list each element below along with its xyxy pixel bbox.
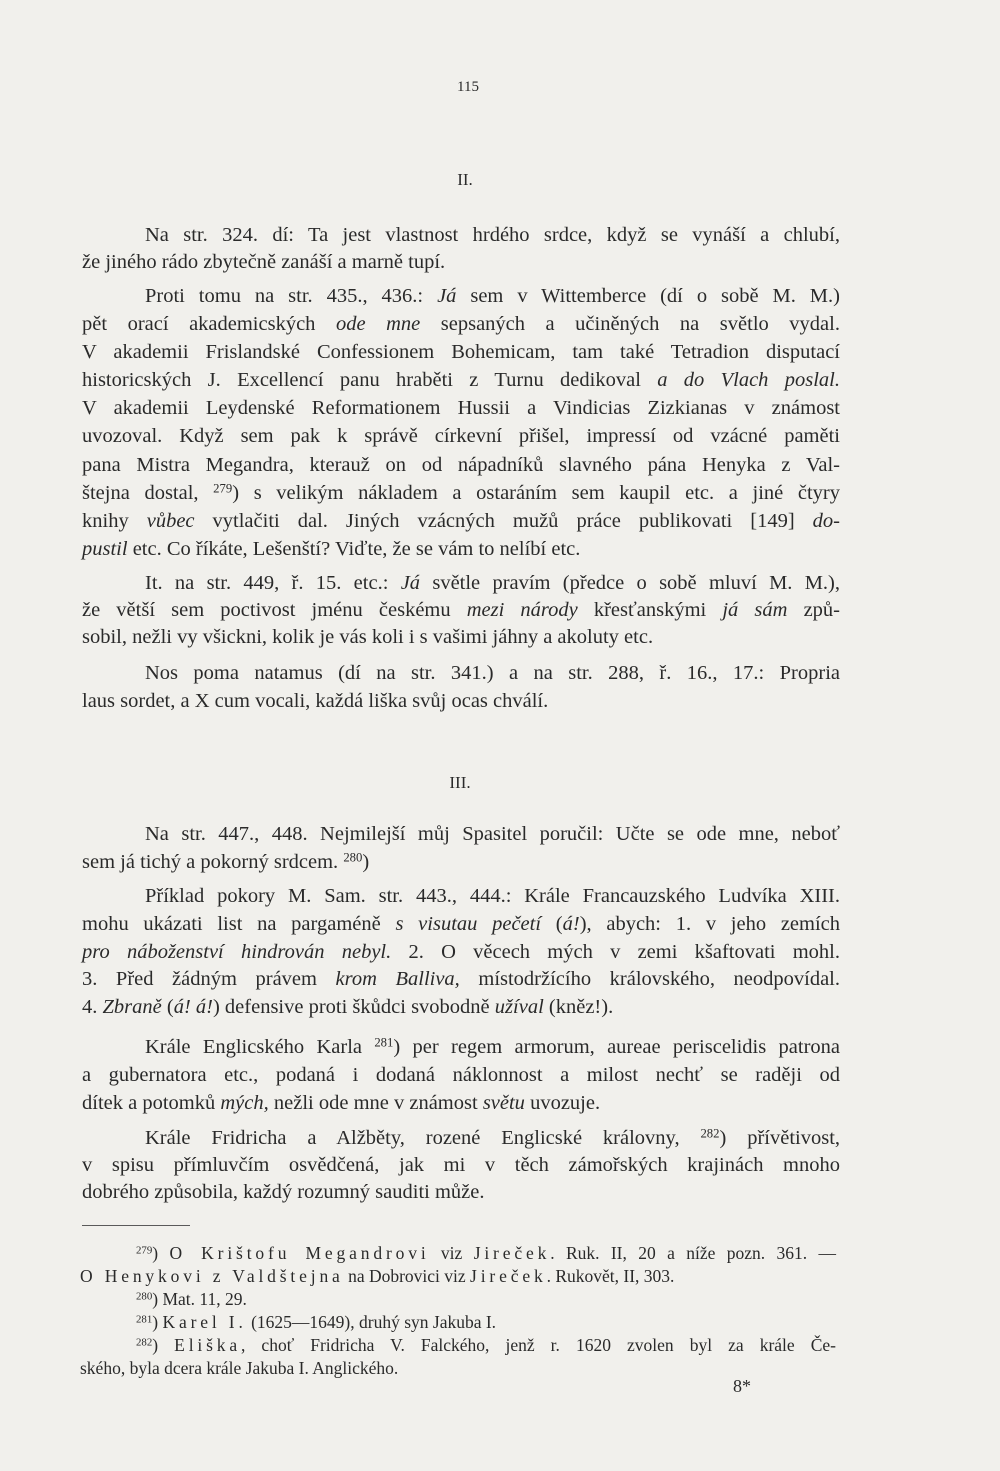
- italic-run: já sám: [722, 599, 788, 621]
- text-line: [82, 366, 840, 394]
- italic-run: vůbec: [146, 509, 195, 532]
- text-run: ) defensive proti škůdci svobodně: [212, 996, 495, 1019]
- text-line: [82, 1061, 840, 1089]
- italic-run: á!: [562, 912, 580, 935]
- text-run: dobrého způsobila, každý rozumný sauditi může.: [82, 1181, 485, 1203]
- italic-run: pro náboženství hindrován nebyl.: [82, 940, 392, 963]
- text-run: sem v Wittemberce (dí o sobě M. M.): [456, 285, 840, 307]
- text-run: Proti tomu na str. 435., 436.:: [145, 285, 438, 307]
- paragraph: [82, 883, 840, 1022]
- text-line: [82, 394, 840, 422]
- italic-run: mých,: [220, 1092, 269, 1114]
- spaced-name: O Krištofu Megandrovi: [169, 1243, 430, 1263]
- text-line: [82, 570, 840, 597]
- paragraph: [82, 659, 840, 715]
- text-run: sem já tichý a pokorný srdcem.: [82, 851, 344, 873]
- text-run: Nos poma natamus (dí na str. 341.) a na str. 288, ř. 16., 17.: Propria: [145, 662, 840, 684]
- text-run: světle pravím (předce o sobě mluví M. M.),: [420, 572, 841, 594]
- text-line: [82, 1033, 840, 1061]
- text-run: sobil, nežli vy všickni, kolik je vás koli i s vašimi jáhny a akoluty etc.: [82, 626, 654, 648]
- text-run: 4.: [82, 996, 103, 1019]
- text-run: dítek a potomků: [82, 1092, 221, 1114]
- text-run: ) Mat. 11, 29.: [152, 1289, 247, 1309]
- footnote-number: 279: [136, 1244, 153, 1257]
- text-run: a gubernatora etc., podaná i dodaná náklonnost a milost nechť se raději od: [82, 1064, 840, 1086]
- text-run: It. na str. 449, ř. 15. etc.:: [145, 572, 401, 594]
- text-run: etc. Co říkáte, Lešenští? Viďte, že se vám to nelíbí etc.: [127, 537, 581, 560]
- italic-run: ode mne: [335, 313, 421, 336]
- sheet-signature: 8*: [733, 1376, 751, 1396]
- text-run: ): [152, 1312, 163, 1332]
- paragraph: [82, 282, 840, 563]
- page-number: 115: [457, 79, 479, 95]
- text-line: [82, 820, 840, 848]
- text-run: . Rukovět, II, 303.: [546, 1266, 675, 1286]
- footnote-marker: 282: [700, 1126, 720, 1141]
- text-run: Příklad pokory M. Sam. str. 443., 444.: Krále Francauzského Ludvíka XIII.: [145, 885, 840, 907]
- text-line: [82, 883, 840, 911]
- text-line: [82, 966, 840, 994]
- spaced-name: Jireček: [473, 1243, 551, 1263]
- text-run: laus sordet, a X cum vocali, každá liška svůj ocas chválí.: [82, 690, 549, 712]
- paragraph: [82, 820, 840, 876]
- text-run: 2. O věcech mých v zemi kšaftovati mohl.: [391, 940, 840, 963]
- text-run: ): [152, 1243, 170, 1263]
- text-run: V akademii Frislandské Confessionem Bohemicam, tam také Tetradion disputací: [82, 341, 840, 364]
- text-run: (1625—1649), druhý syn Jakuba I.: [246, 1312, 497, 1332]
- italic-run: Zbraně: [102, 996, 162, 1019]
- text-run: štejna dostal,: [82, 481, 214, 504]
- text-line: [82, 451, 840, 479]
- text-run: nežli ode mne v známost: [268, 1092, 483, 1114]
- italic-run: světu: [482, 1092, 525, 1114]
- text-line: [82, 222, 840, 249]
- spaced-name: O Henykovi z Valdštejna: [80, 1266, 344, 1286]
- text-line: [82, 624, 840, 651]
- text-run: v spisu přímluvčím osvědčená, jak mi v těch zámořských krajinách mnoho: [82, 1154, 840, 1176]
- text-run: pět orací akademicských: [82, 313, 336, 336]
- paragraph: [82, 1033, 840, 1117]
- text-run: místodržícího královského, neodpovídal.: [459, 968, 840, 991]
- italic-run: pustil: [82, 537, 128, 560]
- text-run: . Ruk. II, 20 a níže pozn. 361. —: [550, 1243, 837, 1263]
- text-run: uvozuje.: [524, 1092, 601, 1114]
- text-run: historicských J. Excellencí panu hraběti z Turnu dedikoval: [82, 369, 658, 392]
- section-heading-ii: II.: [457, 170, 473, 189]
- italic-run: mezi národy: [466, 599, 578, 621]
- italic-run: užíval: [494, 996, 544, 1019]
- section-heading-iii: III.: [449, 773, 471, 792]
- text-line: [82, 597, 840, 624]
- text-run: vytlačiti dal. Jiných vzácných mužů práce publikovati [149]: [194, 509, 813, 532]
- text-line: [82, 1179, 840, 1206]
- text-run: ) per regem armorum, aureae periscelidis patrona: [393, 1036, 841, 1058]
- text-run: 3. Před žádným právem: [82, 968, 336, 991]
- text-run: křesťanskými: [577, 599, 723, 621]
- italic-run: krom Balliva,: [335, 968, 460, 991]
- text-line: [82, 1125, 840, 1152]
- text-run: Krále Englicského Karla: [145, 1036, 375, 1058]
- text-run: že větší sem poctivost jménu českému: [82, 599, 467, 621]
- text-line: [82, 249, 840, 276]
- text-run: , choť Fridricha V. Falckého, jenž r. 1620 zvolen byl za krále Če-: [241, 1335, 837, 1355]
- footnote-number: 282: [136, 1336, 153, 1349]
- footnote-marker: 280: [343, 850, 363, 865]
- text-run: Na str. 324. dí: Ta jest vlastnost hrdého srdce, když se vynáší a chlubí,: [145, 224, 840, 246]
- text-line: [82, 1089, 840, 1117]
- text-line: [82, 939, 840, 967]
- footnote-line: [80, 1288, 836, 1311]
- text-run: Krále Fridricha a Alžběty, rozené Englicské královny,: [145, 1127, 701, 1149]
- italic-run: s visutau pečetí: [395, 912, 542, 935]
- text-run: (: [161, 996, 174, 1019]
- text-line: [82, 310, 840, 338]
- paragraph: [82, 1125, 840, 1206]
- text-line: [82, 282, 840, 310]
- footnote-line: [80, 1265, 836, 1288]
- italic-run: Já: [400, 572, 421, 594]
- text-run: uvozoval. Když sem pak k správě církevní přišel, impressí od vzácné paměti: [82, 425, 840, 448]
- footnote-marker: 279: [213, 481, 233, 496]
- footnote-separator: [82, 1225, 190, 1226]
- text-run: sepsaných a učiněných na světlo vydal.: [420, 313, 840, 336]
- text-run: (: [541, 912, 563, 935]
- footnote-line: [80, 1357, 836, 1380]
- text-line: [82, 1152, 840, 1179]
- footnote-line: [80, 1311, 836, 1334]
- text-line: [82, 338, 840, 366]
- text-run: mohu ukázati list na pargaméně: [82, 912, 396, 935]
- text-line: [82, 911, 840, 939]
- text-run: V akademii Leydenské Reformationem Hussii a Vindicias Zizkianas v známost: [82, 397, 840, 420]
- footnote-line: [80, 1242, 836, 1265]
- italic-run: do-: [812, 509, 840, 532]
- text-run: viz: [429, 1243, 474, 1263]
- text-run: ), abych: 1. v jeho zemích: [579, 912, 841, 935]
- footnote-number: 280: [136, 1290, 153, 1303]
- footnote-line: [80, 1334, 836, 1357]
- spaced-name: Jireček: [470, 1266, 547, 1286]
- paragraph: [82, 570, 840, 651]
- paragraph: [82, 222, 840, 276]
- text-run: že jiného rádo zbytečně zanáší a marně tupí.: [82, 251, 446, 273]
- text-run: ) s velikým nákladem a ostaráním sem kaupil etc. a jiné čtyry: [232, 481, 840, 504]
- spaced-name: Karel I.: [162, 1312, 247, 1332]
- text-line: [82, 479, 840, 507]
- text-run: ského, byla dcera krále Jakuba I. Anglického.: [80, 1358, 399, 1378]
- text-run: ): [152, 1335, 175, 1355]
- text-run: pana Mistra Megandra, kterauž on od nápadníků slavného pána Henyka z Val-: [82, 453, 840, 476]
- text-run: ) přívětivost,: [719, 1127, 841, 1149]
- italic-run: Já: [437, 285, 457, 307]
- footnote-number: 281: [136, 1313, 153, 1326]
- italic-run: á! á!: [173, 996, 213, 1019]
- text-line: [82, 535, 840, 563]
- footnotes: [80, 1242, 836, 1380]
- spaced-name: Eliška: [174, 1335, 241, 1355]
- text-run: na Dobrovici viz: [343, 1266, 471, 1286]
- footnote-marker: 281: [374, 1035, 394, 1050]
- text-run: způ-: [787, 599, 840, 621]
- text-run: ): [362, 851, 370, 873]
- text-line: [82, 994, 840, 1022]
- text-run: (kněz!).: [543, 996, 614, 1019]
- text-line: [82, 422, 840, 450]
- text-line: [82, 507, 840, 535]
- text-line: [82, 659, 840, 687]
- text-run: Na str. 447., 448. Nejmilejší můj Spasitel poručil: Učte se ode mne, neboť: [145, 823, 840, 845]
- italic-run: a do Vlach poslal.: [657, 369, 840, 392]
- text-line: [82, 687, 840, 715]
- text-line: [82, 848, 840, 876]
- text-run: knihy: [82, 509, 147, 532]
